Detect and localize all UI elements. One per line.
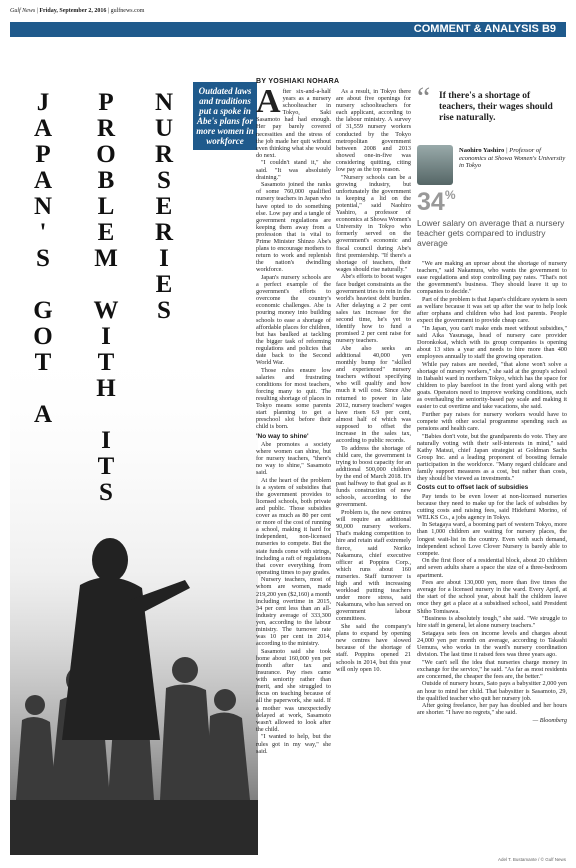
paragraph: "We can't sell the idea that nurseries charge money in exchange for the service," he said. "As far as most residents are concerned, the cheaper the fees are, the better.": [417, 658, 567, 680]
standfirst: Outdated laws and traditions put a spoke in Abe's plans for more women in workforce: [193, 82, 257, 150]
signoff: — Bloomberg: [532, 716, 567, 724]
paragraph: fter six-and-a-half years as a nursery schoolteacher in Tokyo, Saki Sasamoto had had enough. Her pay barely covered necessities and the stress of the job made her quit without even thinking what she would do next.: [256, 88, 331, 159]
paragraph: Pay tends to be even lower at non-licensed nurseries because they need to make up for the lack of subsidies by cutting costs and raising fees, said Hidefumi Morino, of WELKS Co., a jobs agency in Tokyo.: [417, 492, 567, 521]
headline-column-3: N U R S E R I E S: [154, 89, 174, 324]
quote-attribution: Naohiro Yashiro | Professor of economics at Showa Women's University in Tokyo: [459, 147, 566, 169]
article-column-1: [256, 88, 331, 848]
paragraph: Abe also seeks an additional 40,000 yen monthly bump for "skilled and experienced" nursery teachers without specifying who will qualify and how much it will cost. Since Abe returned to power in late 2012, nursery teachers' wages have risen 6.9 per cent, almost half of which was supposed to offset the increase in the sales tax, according to public records.: [336, 344, 411, 445]
paragraph: Problem is, the new centres will require an additional 90,000 nursery workers. That's making competition to hire and retain staff extremely fierce, said Noriko Nakamura, chief executive officer at Poppins Corp., which runs about 160 nurseries. Staff turnover is high and with increasing workload putting teachers under more stress, said Nakamura, who has served on government labour committees.: [336, 509, 411, 623]
article-column-2: [336, 88, 411, 848]
quote-role: Professor of economics at Showa Women's University in Tokyo: [459, 147, 566, 169]
paragraph: Japan's nursery schools are a perfect example of the government's efforts to overcome the country's economic challenges. Abe is pouring money into building schools to ease a shortage of affordable places for children, but has baulked at tackling the bigger task of reforming regulations and policies that date back to the Second World War.: [256, 273, 331, 367]
paragraph: Outside of nursery hours, Sato pays a babysitter 2,000 yen an hour to mind her child. That babysitter is Sasamoto, 29, the qualified teacher who quit her nursery job.: [417, 680, 567, 702]
site-name: gulfnews.com: [110, 8, 145, 14]
paragraph: She said the company's plans to expand by opening new centres have slowed because of the shortage of staff. Poppins opened 21 schools in 2014, but this year will only open 10.: [336, 623, 411, 673]
paragraph: Nursery teachers, most of whom are women, made 219,200 yen ($2,160) a month including overtime in 2015, 34 per cent less than an all-industry average of 333,300 yen, according to the labour ministry. The turnover rate was 10 per cent in 2014, according to the ministry.: [256, 576, 331, 648]
paragraph: "Business is absolutely tough," she said. "We struggle to hire staff in general, let alone nursery teachers.": [417, 615, 567, 630]
paragraph: "We are making an uproar about the shortage of nursery teachers," said Nakamura, who wants the government to ease regulations and stop controlling pay rates. "That's not the government's business. They should leave it up to companies to decide.": [417, 260, 567, 296]
headline-column-1: J A P A N ' S G O T A: [33, 89, 53, 428]
byline: BY YOSHIAKI NOHARA: [256, 78, 340, 85]
stat-unit: %: [444, 188, 456, 202]
paragraph: Abe's efforts to boost wages face budget constraints as the government tries to rein in the world's heaviest debt burden. After delaying a 2 per cent sales tax increase for the second time, he's yet to identify how to fund a promised 2 per cent raise for nursery teachers.: [336, 273, 411, 345]
paragraph: At the heart of the problem is a system of subsidies that the government provides to licensed schools, both private and public. Those subsidies cover as much as 80 per cent or more of the cost of running a school, making it hard for independent, non-licensed nurseries to compete. But the state funds come with strings, including a raft of regulations that cover everything from operating times to pay grades.: [256, 476, 331, 576]
paragraph: Those rules ensure low salaries and frustrating conditions for most teachers, forcing many to quit. The resulting shortage of places in Tokyo means some parents start planning to get a preschool slot before their child is born.: [256, 366, 331, 431]
image-credit: Adel T. Bustamante / © Gulf News: [497, 857, 566, 862]
quote-name: Naohiro Yashiro: [459, 147, 505, 154]
stat-number: 34%: [417, 188, 456, 216]
paragraph: After going freelance, her pay has doubled and her hours are shorter. "I have no regrets," she said.: [417, 702, 567, 717]
paragraph: Further pay raises for nursery workers would have to compete with other social programme spending such as pensions and health care.: [417, 410, 567, 433]
pull-quote-text: If there's a shortage of teachers, their wages should rise naturally.: [439, 91, 553, 123]
paragraph: As a result, in Tokyo there are about five openings for nursery schoolteachers for each applicant, according to the labour ministry. A survey of 31,559 nursery workers conducted by the Tokyo metropolitan government between 2008 and 2013 showed one-in-five was considering quitting, citing low pay as the top reason.: [336, 88, 411, 174]
paragraph: "Babies don't vote, but the grandparents do vote. They are naturally voting with their self-interests in mind," said Kathy Matsui, chief Japan strategist at Goldman Sachs Group Inc. and a leading proponent of boosting female participation in the workforce. "Many regard childcare and family support measures as a cost, but rather than costs, they should be viewed as investments.": [417, 432, 567, 483]
paragraph: Setagaya sets fees on income levels and charges about 24,000 yen per month on average, according to Takashi Uemura, who works in the ward's nursery coordination division. The last time it raised fees was three years ago.: [417, 629, 567, 659]
drop-cap: A: [256, 88, 281, 120]
paragraph: Sasamoto joined the ranks of some 760,000 qualified nursery teachers in Japan who have opted to do something else. Low pay and a tangle of government regulations are keeping them away from a profession that is vital to Prime Minister Shinzo Abe's plans to encourage mothers to return to work and replenish the nation's dwindling workforce.: [256, 181, 331, 274]
paragraph: "I wanted to help, but the rules got in my way," she said.: [256, 733, 331, 755]
paper-name: Gulf News: [10, 8, 36, 14]
masthead: Gulf News | Friday, September 2, 2016 | gulfnews.com: [10, 8, 145, 14]
headline-column-2: P R O B L E M W I T H I T S: [93, 89, 119, 506]
paragraph: On the first floor of a residential block, about 20 children and seven adults share a space the size of a three-bedroom apartment.: [417, 557, 567, 579]
stat-description: Lower salary on average that a nursery teacher gets compared to industry average: [417, 218, 565, 248]
page-number: B9: [541, 23, 556, 35]
paragraph: "In Japan, you can't make ends meet without subsidies," said Aika Yasunaga, head of nursery care provider Doronkokai, which with its group companies is opening about 13 sites a year and needs to hire more than 400 employees annually to staff the growing operation.: [417, 324, 567, 361]
illustration: [10, 40, 258, 855]
paragraph: Sasamoto said she took home about 160,000 yen per month after tax and insurance. Pay rises came with seniority rather than merit, and she struggled to focus on teaching because of all the paperwork, she said. If a mother was unexpectedly delayed at work, Sasamoto wasn't allowed to look after the child.: [256, 647, 331, 733]
paragraph: Part of the problem is that Japan's childcare system is seen as welfare because it was set up after the war to help look after orphans and children who had lost parents. People expect the government to provide cheap care.: [417, 295, 567, 325]
article-column-3: [417, 260, 567, 852]
paragraph: Abe promotes a society where women can shine, but for nursery teachers, "there's no way to shine," Sasamoto said.: [256, 440, 331, 476]
paragraph: Fees are about 130,000 yen, more than five times the average for a licensed nursery in the ward. Every April, at the start of the school year, about half the children leave once they get a place at a subsidised school, said President Shiho Tomisawa.: [417, 579, 567, 615]
paragraph: "Nursery schools can be a growing industry, but unfortunately the government is keeping a lid on the potential," said Naohiro Yashiro, a professor of economics at Showa Women's University in Tokyo who formerly served on the government's economic and fiscal council during Abe's first premiership. "If there's a shortage of teachers, their wages should rise naturally.": [336, 173, 411, 273]
subheading: Costs cut to offset lack of subsidies: [417, 484, 529, 492]
paragraph: While pay raises are needed, "that alone won't solve a shortage of nursery workers," she said at the group's school in Itabashi ward in northern Tokyo, which has the space for children to play barefoot in the front yard along with pet goats. Operators need to improve working conditions, such as overhauling the seniority-based pay scale and making it easier to cut overtime and take vacations, she said.: [417, 360, 567, 411]
paragraph: "I couldn't stand it," she said. "It was absolutely draining.": [256, 159, 331, 181]
section-label: COMMENT & ANALYSIS B9: [413, 23, 556, 35]
section-banner: [10, 22, 566, 37]
quote-mark-icon: “: [417, 81, 431, 114]
paragraph: To address the shortage of child care, the government is trying to boost capacity for an additional 500,000 children by the end of March 2018. It's past halfway to that goal as it funds construction of new schools, according to the government.: [336, 444, 411, 509]
issue-date: Friday, September 2, 2016: [39, 8, 107, 14]
subheading: 'No way to shine': [256, 432, 309, 440]
avatar: [417, 145, 453, 185]
paragraph: In Setagaya ward, a booming part of western Tokyo, more than 1,000 children are waiting for nursery places, the longest wait-list in the country. Even with such demand, independent school Love Clover Nursery is barely able to compete.: [417, 521, 567, 557]
